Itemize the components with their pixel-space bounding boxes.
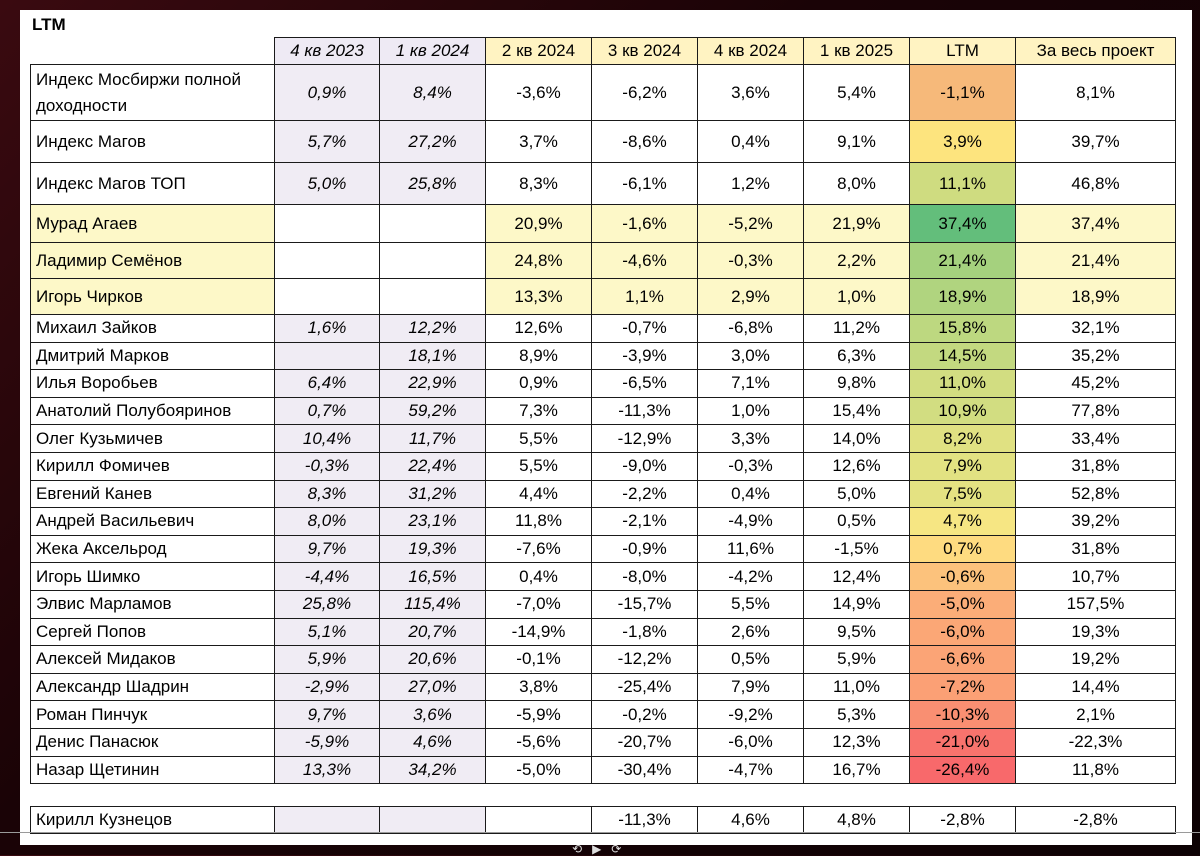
spacer-row: [31, 784, 1176, 807]
cell-q1-2025: 5,0%: [804, 480, 910, 508]
cell-q1-2025: 9,1%: [804, 121, 910, 163]
cell-q1-2025: 5,3%: [804, 701, 910, 729]
cell-ltm: 0,7%: [910, 535, 1016, 563]
cell-q1-2024: 18,1%: [380, 342, 486, 370]
cell-q1-2025: 8,0%: [804, 163, 910, 205]
cell-q4-2024: 2,9%: [698, 279, 804, 315]
cell-q4-2024: -0,3%: [698, 243, 804, 279]
cell-q1-2024: 23,1%: [380, 508, 486, 536]
header-q1-2025: 1 кв 2025: [804, 38, 910, 65]
cell-total: 18,9%: [1016, 279, 1176, 315]
cell-q2-2024: 4,4%: [486, 480, 592, 508]
cell-q3-2024: -1,6%: [592, 205, 698, 243]
cell-q1-2024: 22,9%: [380, 370, 486, 398]
cell-q2-2024: 0,9%: [486, 370, 592, 398]
cell-q1-2025: 11,2%: [804, 315, 910, 343]
sheet-title: LTM: [32, 15, 66, 34]
cell-q4-2023: 8,3%: [275, 480, 380, 508]
cell-q3-2024: -6,5%: [592, 370, 698, 398]
cell-q3-2024: -1,8%: [592, 618, 698, 646]
cell-q4-2024: -4,2%: [698, 563, 804, 591]
cell-q4-2024: 3,3%: [698, 425, 804, 453]
header-ltm: LTM: [910, 38, 1016, 65]
cell-q4-2024: 0,5%: [698, 646, 804, 674]
cell-q3-2024: -15,7%: [592, 590, 698, 618]
cell-q1-2024: 16,5%: [380, 563, 486, 591]
cell-ltm: -21,0%: [910, 728, 1016, 756]
cell-q3-2024: -3,9%: [592, 342, 698, 370]
cell-q1-2025: 5,4%: [804, 65, 910, 121]
cell-q4-2023: 1,6%: [275, 315, 380, 343]
table-row: [31, 425, 1176, 453]
cell-q1-2024: 20,7%: [380, 618, 486, 646]
cell-total: 19,2%: [1016, 646, 1176, 674]
spacer-cell: [1016, 784, 1176, 807]
cell-q2-2024: -7,6%: [486, 535, 592, 563]
cell-q1-2025: 16,7%: [804, 756, 910, 784]
cell-q1-2025: 12,4%: [804, 563, 910, 591]
player-controls: [572, 842, 631, 856]
cell-total: 31,8%: [1016, 452, 1176, 480]
header-q4-2023: 4 кв 2023: [275, 38, 380, 65]
cell-q2-2024: 13,3%: [486, 279, 592, 315]
cell-q4-2023: 10,4%: [275, 425, 380, 453]
cell-ltm: 15,8%: [910, 315, 1016, 343]
cell-q2-2024: 8,9%: [486, 342, 592, 370]
cell-q4-2024: 7,1%: [698, 370, 804, 398]
cell-q4-2023: 5,0%: [275, 163, 380, 205]
cell-q2-2024: 12,6%: [486, 315, 592, 343]
cell-ltm: 18,9%: [910, 279, 1016, 315]
row-name: Индекс Мосбиржи полной доходности: [31, 65, 275, 121]
cell-q1-2024: 8,4%: [380, 65, 486, 121]
cell-q4-2024: 2,6%: [698, 618, 804, 646]
cell-q1-2025: 0,5%: [804, 508, 910, 536]
cell-q3-2024: -30,4%: [592, 756, 698, 784]
cell-q1-2024: 59,2%: [380, 397, 486, 425]
cell-q4-2023: -5,9%: [275, 728, 380, 756]
cell-q1-2024: 4,6%: [380, 728, 486, 756]
cell-total: 39,7%: [1016, 121, 1176, 163]
cell-q4-2023: 25,8%: [275, 590, 380, 618]
cell-q3-2024: -8,0%: [592, 563, 698, 591]
row-name: Игорь Чирков: [31, 279, 275, 315]
cell-q4-2024: 3,6%: [698, 65, 804, 121]
row-name: Ладимир Семёнов: [31, 243, 275, 279]
cell-ltm: 21,4%: [910, 243, 1016, 279]
cell-q3-2024: -12,2%: [592, 646, 698, 674]
row-name: Роман Пинчук: [31, 701, 275, 729]
cell-q3-2024: -6,2%: [592, 65, 698, 121]
cell-q4-2024: -4,7%: [698, 756, 804, 784]
cell-q3-2024: -20,7%: [592, 728, 698, 756]
cell-q1-2024: [380, 243, 486, 279]
spacer-cell: [275, 784, 380, 807]
row-name: Михаил Зайков: [31, 315, 275, 343]
cell-ltm: -0,6%: [910, 563, 1016, 591]
cell-q2-2024: 8,3%: [486, 163, 592, 205]
cell-ltm: 8,2%: [910, 425, 1016, 453]
table-row: [31, 342, 1176, 370]
cell-total: -22,3%: [1016, 728, 1176, 756]
cell-q1-2025: 9,5%: [804, 618, 910, 646]
cell-ltm: 10,9%: [910, 397, 1016, 425]
cell-q3-2024: -4,6%: [592, 243, 698, 279]
cell-ltm: -7,2%: [910, 673, 1016, 701]
spreadsheet: [20, 10, 1192, 845]
cell-q1-2025: 5,9%: [804, 646, 910, 674]
table-row: [31, 756, 1176, 784]
cell-q3-2024: -0,2%: [592, 701, 698, 729]
cell-q4-2024: 7,9%: [698, 673, 804, 701]
cell-q4-2023: -0,3%: [275, 452, 380, 480]
spacer-cell: [804, 784, 910, 807]
header-q4-2024: 4 кв 2024: [698, 38, 804, 65]
cell-q4-2023: [275, 342, 380, 370]
cell-q2-2024: 0,4%: [486, 563, 592, 591]
cell-q1-2024: 34,2%: [380, 756, 486, 784]
header-name-column: [31, 38, 275, 65]
table-row: [31, 590, 1176, 618]
cell-q1-2025: 21,9%: [804, 205, 910, 243]
cell-q2-2024: -7,0%: [486, 590, 592, 618]
row-name: Индекс Магов: [31, 121, 275, 163]
cell-total: 8,1%: [1016, 65, 1176, 121]
row-name: Анатолий Полубояринов: [31, 397, 275, 425]
cell-q2-2024: 20,9%: [486, 205, 592, 243]
table-row: [31, 279, 1176, 315]
cell-q2-2024: [486, 807, 592, 834]
cell-q2-2024: 11,8%: [486, 508, 592, 536]
spacer-cell: [31, 784, 275, 807]
cell-q4-2023: [275, 807, 380, 834]
cell-q4-2023: 8,0%: [275, 508, 380, 536]
row-name: Кирилл Фомичев: [31, 452, 275, 480]
row-name: Жека Аксельрод: [31, 535, 275, 563]
cell-q2-2024: 5,5%: [486, 425, 592, 453]
header-total: За весь проект: [1016, 38, 1176, 65]
spacer-cell: [698, 784, 804, 807]
cell-q4-2023: 5,9%: [275, 646, 380, 674]
table-row: [31, 480, 1176, 508]
cell-total: 21,4%: [1016, 243, 1176, 279]
cell-q4-2023: 9,7%: [275, 535, 380, 563]
table-row-extra: [31, 807, 1176, 834]
cell-q1-2024: 12,2%: [380, 315, 486, 343]
table-row: [31, 701, 1176, 729]
cell-q4-2023: 9,7%: [275, 701, 380, 729]
cell-total: 45,2%: [1016, 370, 1176, 398]
row-name: Мурад Агаев: [31, 205, 275, 243]
cell-q4-2024: -6,8%: [698, 315, 804, 343]
table-row: [31, 370, 1176, 398]
cell-q1-2024: [380, 279, 486, 315]
cell-q1-2025: 9,8%: [804, 370, 910, 398]
cell-q2-2024: 24,8%: [486, 243, 592, 279]
cell-total: 37,4%: [1016, 205, 1176, 243]
cell-ltm: 7,5%: [910, 480, 1016, 508]
table-row: [31, 535, 1176, 563]
cell-q1-2025: 15,4%: [804, 397, 910, 425]
cell-total: 19,3%: [1016, 618, 1176, 646]
cell-total: -2,8%: [1016, 807, 1176, 834]
cell-total: 77,8%: [1016, 397, 1176, 425]
row-name: Игорь Шимко: [31, 563, 275, 591]
cell-q3-2024: 1,1%: [592, 279, 698, 315]
cell-ltm: 14,5%: [910, 342, 1016, 370]
cell-q1-2025: 4,8%: [804, 807, 910, 834]
table-row: [31, 65, 1176, 121]
table-row: [31, 243, 1176, 279]
cell-q1-2025: 6,3%: [804, 342, 910, 370]
header-q2-2024: 2 кв 2024: [486, 38, 592, 65]
cell-ltm: -2,8%: [910, 807, 1016, 834]
cell-q4-2023: [275, 243, 380, 279]
cell-q2-2024: -0,1%: [486, 646, 592, 674]
cell-q2-2024: -5,0%: [486, 756, 592, 784]
table-row: [31, 646, 1176, 674]
cell-ltm: 4,7%: [910, 508, 1016, 536]
cell-total: 31,8%: [1016, 535, 1176, 563]
cell-q4-2024: -5,2%: [698, 205, 804, 243]
cell-q2-2024: 7,3%: [486, 397, 592, 425]
spacer-cell: [486, 784, 592, 807]
cell-total: 35,2%: [1016, 342, 1176, 370]
cell-q4-2023: 5,1%: [275, 618, 380, 646]
cell-total: 157,5%: [1016, 590, 1176, 618]
cell-q1-2024: 25,8%: [380, 163, 486, 205]
cell-total: 39,2%: [1016, 508, 1176, 536]
cell-q1-2024: 20,6%: [380, 646, 486, 674]
cell-q2-2024: -14,9%: [486, 618, 592, 646]
cell-q4-2024: -4,9%: [698, 508, 804, 536]
cell-ltm: 11,1%: [910, 163, 1016, 205]
cell-q2-2024: -5,9%: [486, 701, 592, 729]
cell-q4-2024: -6,0%: [698, 728, 804, 756]
table-row: [31, 452, 1176, 480]
cell-total: 52,8%: [1016, 480, 1176, 508]
cell-total: 46,8%: [1016, 163, 1176, 205]
cell-ltm: 3,9%: [910, 121, 1016, 163]
cell-q4-2023: -4,4%: [275, 563, 380, 591]
row-name: Назар Щетинин: [31, 756, 275, 784]
cell-q1-2024: 19,3%: [380, 535, 486, 563]
cell-total: 10,7%: [1016, 563, 1176, 591]
cell-q1-2025: 11,0%: [804, 673, 910, 701]
cell-q4-2024: 4,6%: [698, 807, 804, 834]
cell-ltm: -6,0%: [910, 618, 1016, 646]
cell-q2-2024: 3,7%: [486, 121, 592, 163]
cell-ltm: -10,3%: [910, 701, 1016, 729]
table-row: [31, 397, 1176, 425]
cell-q4-2024: 3,0%: [698, 342, 804, 370]
row-name: Алексей Мидаков: [31, 646, 275, 674]
cell-q4-2023: 5,7%: [275, 121, 380, 163]
cell-q1-2025: 14,0%: [804, 425, 910, 453]
forward-10-icon[interactable]: ⟳: [611, 842, 632, 856]
cell-q3-2024: -0,9%: [592, 535, 698, 563]
table-row: [31, 205, 1176, 243]
cell-total: 14,4%: [1016, 673, 1176, 701]
cell-q4-2023: 0,9%: [275, 65, 380, 121]
row-name: Александр Шадрин: [31, 673, 275, 701]
cell-q1-2024: 27,2%: [380, 121, 486, 163]
cell-q4-2023: -2,9%: [275, 673, 380, 701]
cell-q3-2024: -6,1%: [592, 163, 698, 205]
cell-total: 33,4%: [1016, 425, 1176, 453]
cell-q3-2024: -11,3%: [592, 397, 698, 425]
cell-q4-2024: -9,2%: [698, 701, 804, 729]
cell-q4-2024: 5,5%: [698, 590, 804, 618]
cell-q4-2023: 6,4%: [275, 370, 380, 398]
play-icon[interactable]: ▶: [592, 842, 612, 856]
cell-q1-2025: 12,6%: [804, 452, 910, 480]
video-progress-line[interactable]: [0, 832, 1200, 833]
cell-q2-2024: 5,5%: [486, 452, 592, 480]
cell-ltm: 37,4%: [910, 205, 1016, 243]
table-row: [31, 673, 1176, 701]
table-row: [31, 163, 1176, 205]
row-name: Элвис Марламов: [31, 590, 275, 618]
row-name: Кирилл Кузнецов: [31, 807, 275, 834]
cell-q4-2023: [275, 205, 380, 243]
cell-total: 32,1%: [1016, 315, 1176, 343]
cell-q1-2025: 2,2%: [804, 243, 910, 279]
cell-q4-2023: [275, 279, 380, 315]
cell-ltm: 11,0%: [910, 370, 1016, 398]
spacer-cell: [910, 784, 1016, 807]
cell-q4-2023: 0,7%: [275, 397, 380, 425]
row-name: Денис Панасюк: [31, 728, 275, 756]
cell-q3-2024: -2,2%: [592, 480, 698, 508]
row-name: Индекс Магов ТОП: [31, 163, 275, 205]
header-q1-2024: 1 кв 2024: [380, 38, 486, 65]
cell-q3-2024: -8,6%: [592, 121, 698, 163]
cell-q1-2024: 3,6%: [380, 701, 486, 729]
cell-q3-2024: -25,4%: [592, 673, 698, 701]
row-name: Дмитрий Марков: [31, 342, 275, 370]
cell-q1-2024: 115,4%: [380, 590, 486, 618]
cell-q4-2024: 0,4%: [698, 121, 804, 163]
cell-q1-2024: 31,2%: [380, 480, 486, 508]
spacer-cell: [380, 784, 486, 807]
cell-total: 2,1%: [1016, 701, 1176, 729]
cell-q1-2025: 14,9%: [804, 590, 910, 618]
row-name: Илья Воробьев: [31, 370, 275, 398]
row-name: Сергей Попов: [31, 618, 275, 646]
cell-ltm: -26,4%: [910, 756, 1016, 784]
cell-ltm: -6,6%: [910, 646, 1016, 674]
row-name: Олег Кузьмичев: [31, 425, 275, 453]
cell-q1-2024: 22,4%: [380, 452, 486, 480]
cell-q2-2024: -5,6%: [486, 728, 592, 756]
cell-q1-2024: [380, 205, 486, 243]
table-row: [31, 618, 1176, 646]
table-row: [31, 315, 1176, 343]
cell-q3-2024: -9,0%: [592, 452, 698, 480]
cell-q4-2024: 1,0%: [698, 397, 804, 425]
cell-q4-2024: 11,6%: [698, 535, 804, 563]
table-row: [31, 563, 1176, 591]
row-name: Евгений Канев: [31, 480, 275, 508]
cell-q3-2024: -11,3%: [592, 807, 698, 834]
cell-ltm: -1,1%: [910, 65, 1016, 121]
returns-table: [30, 37, 1176, 834]
cell-q4-2024: -0,3%: [698, 452, 804, 480]
cell-total: 11,8%: [1016, 756, 1176, 784]
cell-q1-2025: 12,3%: [804, 728, 910, 756]
cell-q4-2024: 0,4%: [698, 480, 804, 508]
cell-ltm: -5,0%: [910, 590, 1016, 618]
cell-q1-2024: [380, 807, 486, 834]
row-name: Андрей Васильевич: [31, 508, 275, 536]
cell-q1-2024: 11,7%: [380, 425, 486, 453]
header-row: [31, 38, 1176, 65]
cell-q2-2024: 3,8%: [486, 673, 592, 701]
cell-q2-2024: -3,6%: [486, 65, 592, 121]
table-row: [31, 728, 1176, 756]
table-row: [31, 508, 1176, 536]
cell-q1-2024: 27,0%: [380, 673, 486, 701]
cell-q1-2025: -1,5%: [804, 535, 910, 563]
cell-q1-2025: 1,0%: [804, 279, 910, 315]
cell-q3-2024: -2,1%: [592, 508, 698, 536]
rewind-10-icon[interactable]: ⟲: [572, 842, 593, 856]
cell-ltm: 7,9%: [910, 452, 1016, 480]
cell-q4-2024: 1,2%: [698, 163, 804, 205]
table-row: [31, 121, 1176, 163]
cell-q4-2023: 13,3%: [275, 756, 380, 784]
spacer-cell: [592, 784, 698, 807]
cell-q3-2024: -12,9%: [592, 425, 698, 453]
cell-q3-2024: -0,7%: [592, 315, 698, 343]
header-q3-2024: 3 кв 2024: [592, 38, 698, 65]
